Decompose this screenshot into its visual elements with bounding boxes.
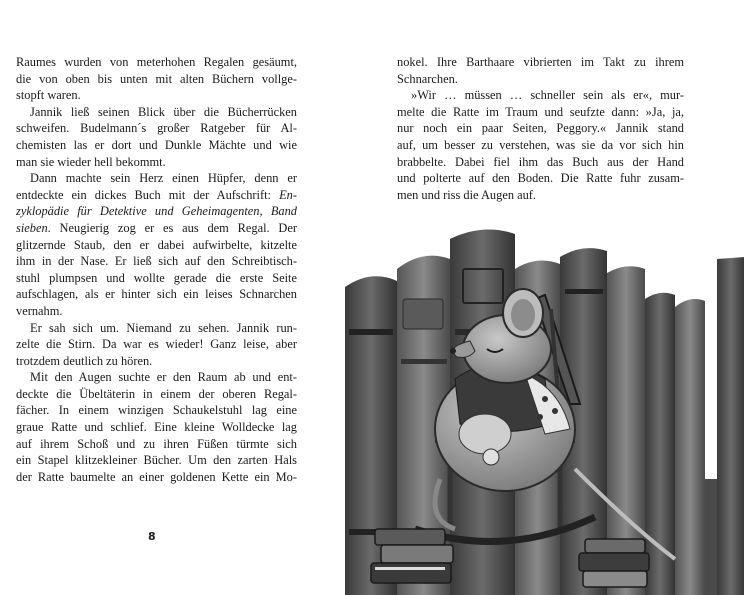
text-line [16, 71, 297, 88]
line-text: der Ratte baumelte an einer goldenen Kette ein Mo- [16, 469, 297, 484]
right-page [372, 0, 744, 595]
text-line [16, 386, 297, 403]
line-text: melte die Ratte im Traum und seufzte dann: »Ja, ja, [397, 104, 684, 119]
book-stack-left [371, 529, 453, 583]
line-text: nur noch ein paar Seiten, Peggory.« Jannik stand [397, 121, 684, 136]
text-line [397, 54, 684, 71]
right-page-text [397, 54, 684, 203]
text-line [397, 137, 684, 154]
line-text: auf ihrem Schoß und zu ihren Füßen türmte sich [16, 436, 297, 451]
text-line [16, 187, 297, 204]
text-line [16, 402, 297, 419]
text-line [397, 71, 684, 88]
text-line [397, 154, 684, 171]
line-text: Raumes wurden von meterhohen Regalen gesäumt, [16, 55, 297, 69]
line-text: Mit den Augen suchte er den Raum ab und ent- [30, 370, 297, 385]
italic-text: En- [279, 187, 297, 202]
text-line [16, 253, 297, 270]
line-text: ihm in der Nase. Er ließ sich auf den Schreibtisch- [16, 254, 297, 269]
text-line [16, 369, 297, 386]
text-line [16, 104, 297, 121]
line-text: Schnarchen. [397, 71, 458, 86]
line-text: men und riss die Augen auf. [397, 187, 537, 202]
text-line [16, 54, 297, 71]
line-text: brabbelte. Dabei fiel ihm das Buch aus der Hand [397, 154, 684, 169]
line-text: deckte die Übeltäterin in einem der oberen Regal- [16, 386, 297, 401]
text-line [16, 469, 297, 486]
line-text: und polterte auf den Boden. Die Ratte fuhr zusam- [397, 171, 684, 186]
line-text: entdeckte ein dickes Buch mit der Aufschrift: [16, 187, 280, 202]
text-line [16, 87, 297, 104]
line-text: Dann machte sein Herz einen Hüpfer, denn er [30, 171, 297, 186]
text-line [16, 237, 297, 254]
text-line [16, 286, 297, 303]
line-text: man sie wieder hell bekommt. [16, 154, 166, 169]
text-line [16, 120, 297, 137]
line-text: »Wir … müssen … schneller sein als er«, mur- [411, 88, 684, 103]
line-text: stopft waren. [16, 88, 81, 103]
text-line [397, 120, 684, 137]
line-text: trotzdem deutlich zu hören. [16, 353, 153, 368]
line-text: schweifen. Budelmann´s großer Ratgeber für Al- [16, 121, 297, 136]
line-text: vernahm. [16, 303, 63, 318]
line-text: Er sah sich um. Niemand zu sehen. Jannik run- [30, 320, 297, 335]
line-text: glitzernde Staub, den er dabei aufwirbelte, kitzelte [16, 237, 297, 252]
text-line [16, 320, 297, 337]
book-stack-right [579, 539, 649, 587]
text-line [16, 137, 297, 154]
text-line [16, 436, 297, 453]
text-line [16, 270, 297, 287]
text-line [16, 203, 297, 220]
page-number: 8 [148, 530, 156, 543]
text-line [16, 419, 297, 436]
line-text: stuhl plumpsen und wollte gerade die erste Seite [16, 270, 297, 285]
italic-text: sieben [16, 220, 48, 235]
line-text: auf, um besser zu verstehen, was sie da vor sich hin [397, 137, 684, 152]
text-line [16, 336, 297, 353]
text-line [16, 220, 297, 237]
line-text: zelte die Stirn. Da war es wieder! Ganz leise, aber [16, 337, 297, 352]
text-line [397, 87, 684, 104]
line-text: chemisten las er dort und Dunkle Mächte und wie [16, 137, 297, 152]
line-text: ein Stapel klitzekleiner Bücher. Um den zarten Hals [16, 453, 297, 468]
text-line [397, 170, 684, 187]
line-text: . Neugierig zog er es aus dem Regal. Der [47, 220, 297, 235]
line-text: fächer. In einem winzigen Schaukelstuhl lag eine [16, 403, 297, 418]
text-line [397, 104, 684, 121]
text-line [16, 154, 297, 171]
text-line [397, 187, 684, 204]
mouse-in-rocking-chair-illustration [345, 229, 744, 595]
line-text: die von oben bis unten mit alten Büchern vollge- [16, 71, 297, 86]
line-text: graue Ratte und schlief. Eine kleine Wolldecke lag [16, 420, 297, 435]
text-line [16, 353, 297, 370]
italic-text: zyklopädie für Detektive und Geheimagenten, Band [16, 204, 297, 219]
left-page-text [16, 54, 297, 485]
text-line [16, 170, 297, 187]
line-text: aufschlagen, als er hinter sich ein leises Schnarchen [16, 287, 297, 302]
line-text: nokel. Ihre Barthaare vibrierten im Takt zu ihrem [397, 55, 684, 69]
line-text: Jannik ließ seinen Blick über die Bücherrücken [30, 104, 297, 119]
text-line [16, 452, 297, 469]
text-line [16, 303, 297, 320]
